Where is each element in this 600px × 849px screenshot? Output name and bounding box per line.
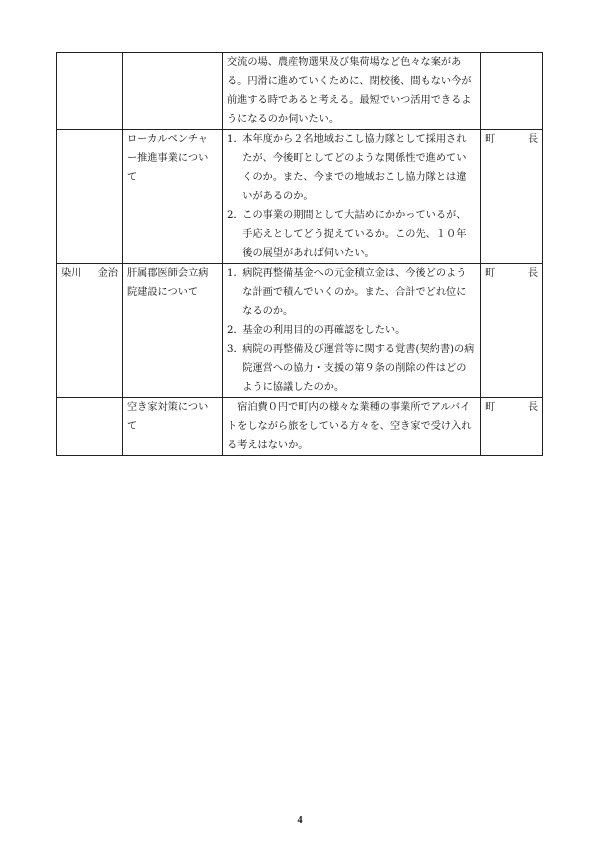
asker-cell <box>57 398 123 456</box>
topic-cell <box>123 398 223 456</box>
list-item <box>227 206 476 263</box>
item-number: 2． <box>227 325 244 336</box>
table-row <box>57 264 543 398</box>
item-text: 病院再整備基金への元金積立金は、今後どのような計画で積んでいくのか。また、合計でどれ位になるのか。 <box>242 268 467 317</box>
topic-text: ローカルベンチャー推進事業について <box>127 134 209 183</box>
item-text: 本年度から２名地域おこし協力隊として採用されたが、今後町としてどのような関係性で進めていくのか。また、今までの地域おこし協力隊とは違いがあるのか。 <box>242 134 467 202</box>
answerer-char-1: 町 <box>485 402 496 413</box>
answerer-char-1: 町 <box>485 268 496 279</box>
asker-given-name: 金治 <box>97 268 118 279</box>
item-number: 1． <box>227 268 244 279</box>
item-number: 1． <box>227 134 244 145</box>
list-item <box>227 264 476 321</box>
list-item <box>227 130 476 206</box>
asker-cell <box>57 53 123 130</box>
asker-cell <box>57 130 123 264</box>
content-cell <box>223 398 481 456</box>
answerer-cell <box>481 264 543 398</box>
topic-text: 肝属郡医師会立病院建設について <box>127 268 209 298</box>
answerer-char-1: 町 <box>485 134 496 145</box>
content-cell <box>223 53 481 130</box>
topic-cell <box>123 264 223 398</box>
item-text: 基金の利用目的の再確認をしたい。 <box>242 325 406 336</box>
list-item <box>227 321 476 340</box>
topic-cell <box>123 53 223 130</box>
topic-cell <box>123 130 223 264</box>
content-text: 宿泊費０円で町内の様々な業種の事業所でアルバイトをしながら旅をしている方々を、空き家で受け入れる考えはないか。 <box>227 402 472 451</box>
item-text: この事業の期間として大詰めにかかっているが、手応えとしてどう捉えているか。この先、１０年後の展望があれば伺いたい。 <box>242 210 467 259</box>
asker-cell <box>57 264 123 398</box>
asker-family-name: 染川 <box>61 268 82 279</box>
answerer-cell <box>481 398 543 456</box>
answerer-cell <box>481 130 543 264</box>
table-row <box>57 398 543 456</box>
item-text: 病院の再整備及び運営等に関する覚書(契約書)の病院運営への協力・支援の第９条の削除の件はどのように協議したのか。 <box>242 344 475 393</box>
content-cell <box>223 264 481 398</box>
item-number: 2． <box>227 210 244 221</box>
list-item <box>227 340 476 397</box>
question-table <box>56 52 543 456</box>
page-number: 4 <box>297 815 303 826</box>
answerer-char-2: 長 <box>527 134 538 145</box>
item-number: 3． <box>227 344 244 355</box>
topic-text: 空き家対策について <box>127 402 209 432</box>
content-text: 交流の場、農産物選果及び集荷場など色々な案がある。円滑に進めていくために、閉校後、間もない今が前進する時であると考える。最短でいつ活用できるようになるのか伺いたい。 <box>227 57 472 125</box>
answerer-char-2: 長 <box>527 268 538 279</box>
answerer-cell <box>481 53 543 130</box>
table-row <box>57 130 543 264</box>
content-cell <box>223 130 481 264</box>
answerer-char-2: 長 <box>527 402 538 413</box>
table-row <box>57 53 543 130</box>
